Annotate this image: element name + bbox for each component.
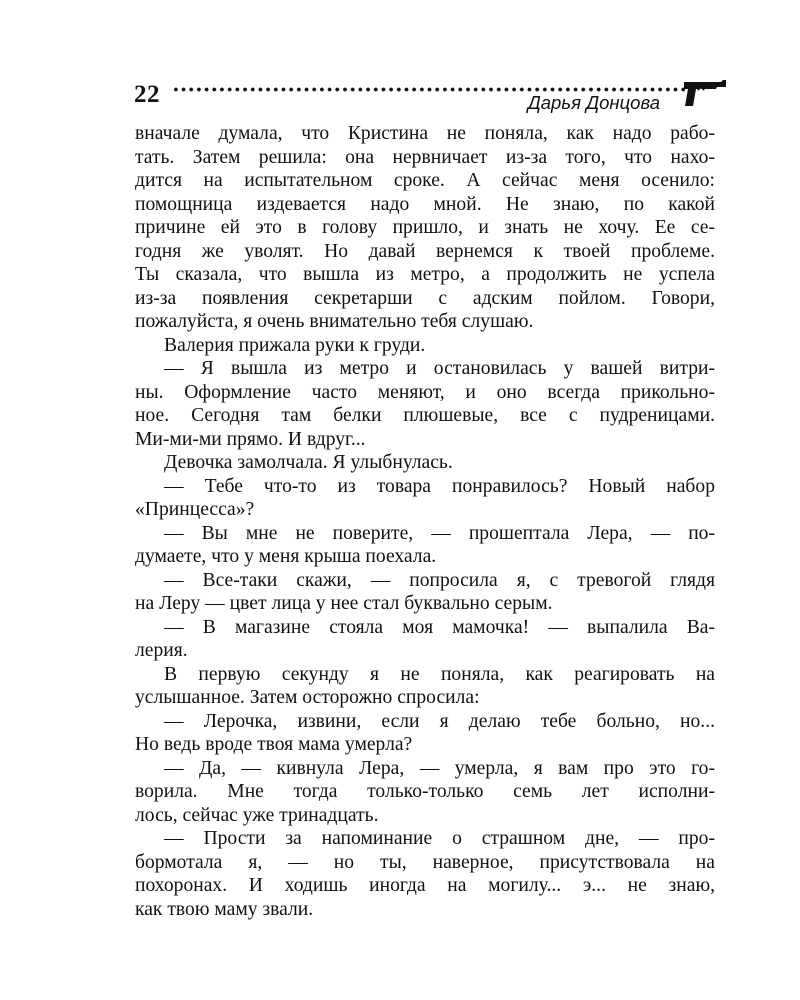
text-line: — Все-таки скажи, — попросила я, с тревогой глядя [164,569,715,591]
text-line: бормотала я, — но ты, наверное, присутствовала на [135,851,715,873]
text-line: помощница издевается надо мной. Не знаю, по какой [135,193,715,215]
text-line: дится на испытательном сроке. А сейчас меня осенило: [135,170,715,191]
text-line: — Да, — кивнула Лера, — умерла, я вам про это го- [164,757,715,779]
page-number: 22 [134,81,160,108]
text-line: пожалуйста, я очень внимательно тебя слушаю. [135,311,534,332]
text-line: — В магазине стояла моя мамочка! — выпалила Ва- [164,616,715,638]
text-line: Но ведь вроде твоя мама умерла? [135,734,413,755]
text-line: думаете, что у меня крыша поехала. [135,546,437,567]
text-line: ворила. Мне тогда только-только семь лет исполни- [135,781,715,802]
text-line: — Лерочка, извини, если я делаю тебе больно, но... [164,710,715,732]
text-line: Девочка замолчала. Я улыбнулась. [164,452,453,473]
text-line: — Я вышла из метро и остановилась у вашей витри- [164,358,715,379]
text-line: — Тебе что-то из товара понравилось? Новый набор [164,475,715,497]
text-line: Ты сказала, что вышла из метро, а продолжить не успела [135,264,715,285]
text-line: — Прости за напоминание о страшном дне, — про- [164,828,715,849]
text-line: — Вы мне не поверите, — прошептала Лера, — по- [164,522,715,544]
text-line: годня же уволят. Но давай вернемся к твоей проблеме. [135,240,715,262]
body-text [135,122,715,921]
text-line: причине ей это в голову пришло, и знать не хочу. Ее се- [135,217,715,238]
text-line: услышанное. Затем осторожно спросила: [135,687,480,708]
text-line: Ми-ми-ми прямо. И вдруг... [135,428,366,450]
author-name: Дарья Донцова [527,92,660,113]
text-line: «Принцесса»? [135,499,255,520]
text-line: похоронах. И ходишь иногда на могилу... э... не знаю, [135,875,715,896]
text-line: на Леру — цвет лица у нее стал буквально серым. [135,593,553,614]
text-line: тать. Затем решила: она нервничает из-за того, что нахо- [135,146,715,168]
text-line: В первую секунду я не поняла, как реагировать на [164,663,715,685]
text-line: ное. Сегодня там белки плюшевые, все с пудреницами. [135,405,715,426]
pistol-icon [683,80,727,113]
text-line: лерия. [135,640,188,661]
text-line: лось, сейчас уже тринадцать. [135,804,379,826]
text-line: ны. Оформление часто меняют, и оно всегда прикольно- [135,381,715,403]
text-line: из-за появления секретарши с адским пойлом. Говори, [135,287,715,309]
text-line: вначале думала, что Кристина не поняла, как надо рабо- [135,123,715,144]
text-line: как твою маму звали. [135,898,314,920]
running-header [134,74,726,114]
text-line: Валерия прижала руки к груди. [164,334,426,356]
